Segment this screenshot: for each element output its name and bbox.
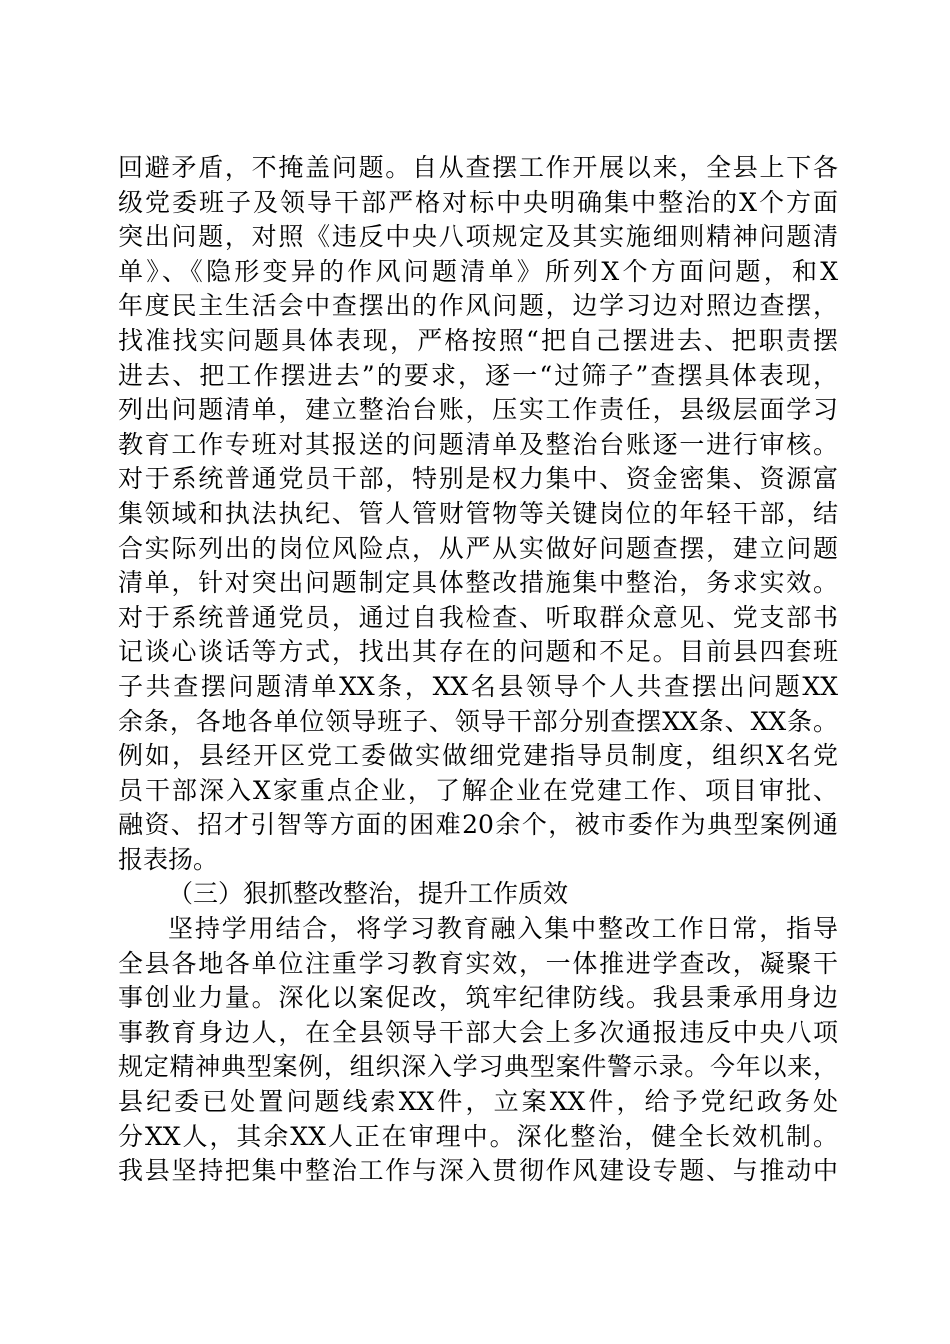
text-line: 对于系统普通党员干部，特别是权力集中、资金密集、资源富	[118, 464, 838, 494]
text-line: 合实际列出的岗位风险点，从严从实做好问题查摆，建立问题	[118, 533, 838, 563]
text-line: 报表扬。	[118, 844, 219, 874]
section-heading: （三）狠抓整改整治，提升工作质效	[168, 879, 569, 909]
text-line: 列出问题清单，建立整治台账，压实工作责任，县级层面学习	[118, 395, 838, 425]
text-line: 县纪委已处置问题线索XX件，立案XX件，给予党纪政务处	[118, 1087, 838, 1117]
text-line: 规定精神典型案例，组织深入学习典型案件警示录。今年以来，	[118, 1052, 838, 1082]
text-line: 找准找实问题具体表现，严格按照“把自己摆进去、把职责摆	[118, 325, 838, 355]
text-line: 级党委班子及领导干部严格对标中央明确集中整治的X个方面	[118, 187, 838, 217]
text-line: 融资、招才引智等方面的困难20余个，被市委作为典型案例通	[118, 810, 838, 840]
text-line: 坚持学用结合，将学习教育融入集中整改工作日常，指导	[168, 914, 838, 944]
paragraph-1	[118, 151, 838, 877]
text-line: 突出问题，对照《违反中央八项规定及其实施细则精神问题清	[118, 222, 838, 252]
text-line: 对于系统普通党员，通过自我检查、听取群众意见、党支部书	[118, 602, 838, 632]
text-line: 余条，各地各单位领导班子、领导干部分别查摆XX条、XX条。	[118, 706, 838, 736]
text-line: 回避矛盾，不掩盖问题。自从查摆工作开展以来，全县上下各	[118, 153, 838, 182]
text-line: 子共查摆问题清单XX条，XX名县领导个人共查摆出问题XX	[118, 671, 838, 701]
text-line: 进去、把工作摆进去”的要求，逐一“过筛子”查摆具体表现，	[118, 360, 838, 390]
text-line: 事创业力量。深化以案促改，筑牢纪律防线。我县秉承用身边	[118, 983, 838, 1013]
text-line: 集领域和执法执纪、管人管财管物等关键岗位的年轻干部，结	[118, 498, 838, 528]
paragraph-2	[118, 912, 838, 1189]
text-line: 例如，县经开区党工委做实做细党建指导员制度，组织X名党	[118, 741, 838, 771]
text-line: 事教育身边人，在全县领导干部大会上多次通报违反中央八项	[118, 1017, 838, 1047]
text-line: 年度民主生活会中查摆出的作风问题，边学习边对照边查摆，	[118, 291, 838, 321]
text-line: 员干部深入X家重点企业，了解企业在党建工作、项目审批、	[118, 775, 838, 805]
text-line: 全县各地各单位注重学习教育实效，一体推进学查改，凝聚干	[118, 948, 838, 978]
document-body	[118, 151, 838, 1189]
text-line: 我县坚持把集中整治工作与深入贯彻作风建设专题、与推动中	[118, 1156, 838, 1186]
text-line: 教育工作专班对其报送的问题清单及整治台账逐一进行审核。	[118, 429, 838, 459]
text-line: 单》、《隐形变异的作风问题清单》所列X个方面问题，和X	[118, 256, 838, 286]
text-line: 分XX人，其余XX人正在审理中。深化整治，健全长效机制。	[118, 1121, 838, 1151]
text-line: 清单，针对突出问题制定具体整改措施集中整治，务求实效。	[118, 568, 838, 598]
text-line: 记谈心谈话等方式，找出其存在的问题和不足。目前县四套班	[118, 637, 838, 667]
